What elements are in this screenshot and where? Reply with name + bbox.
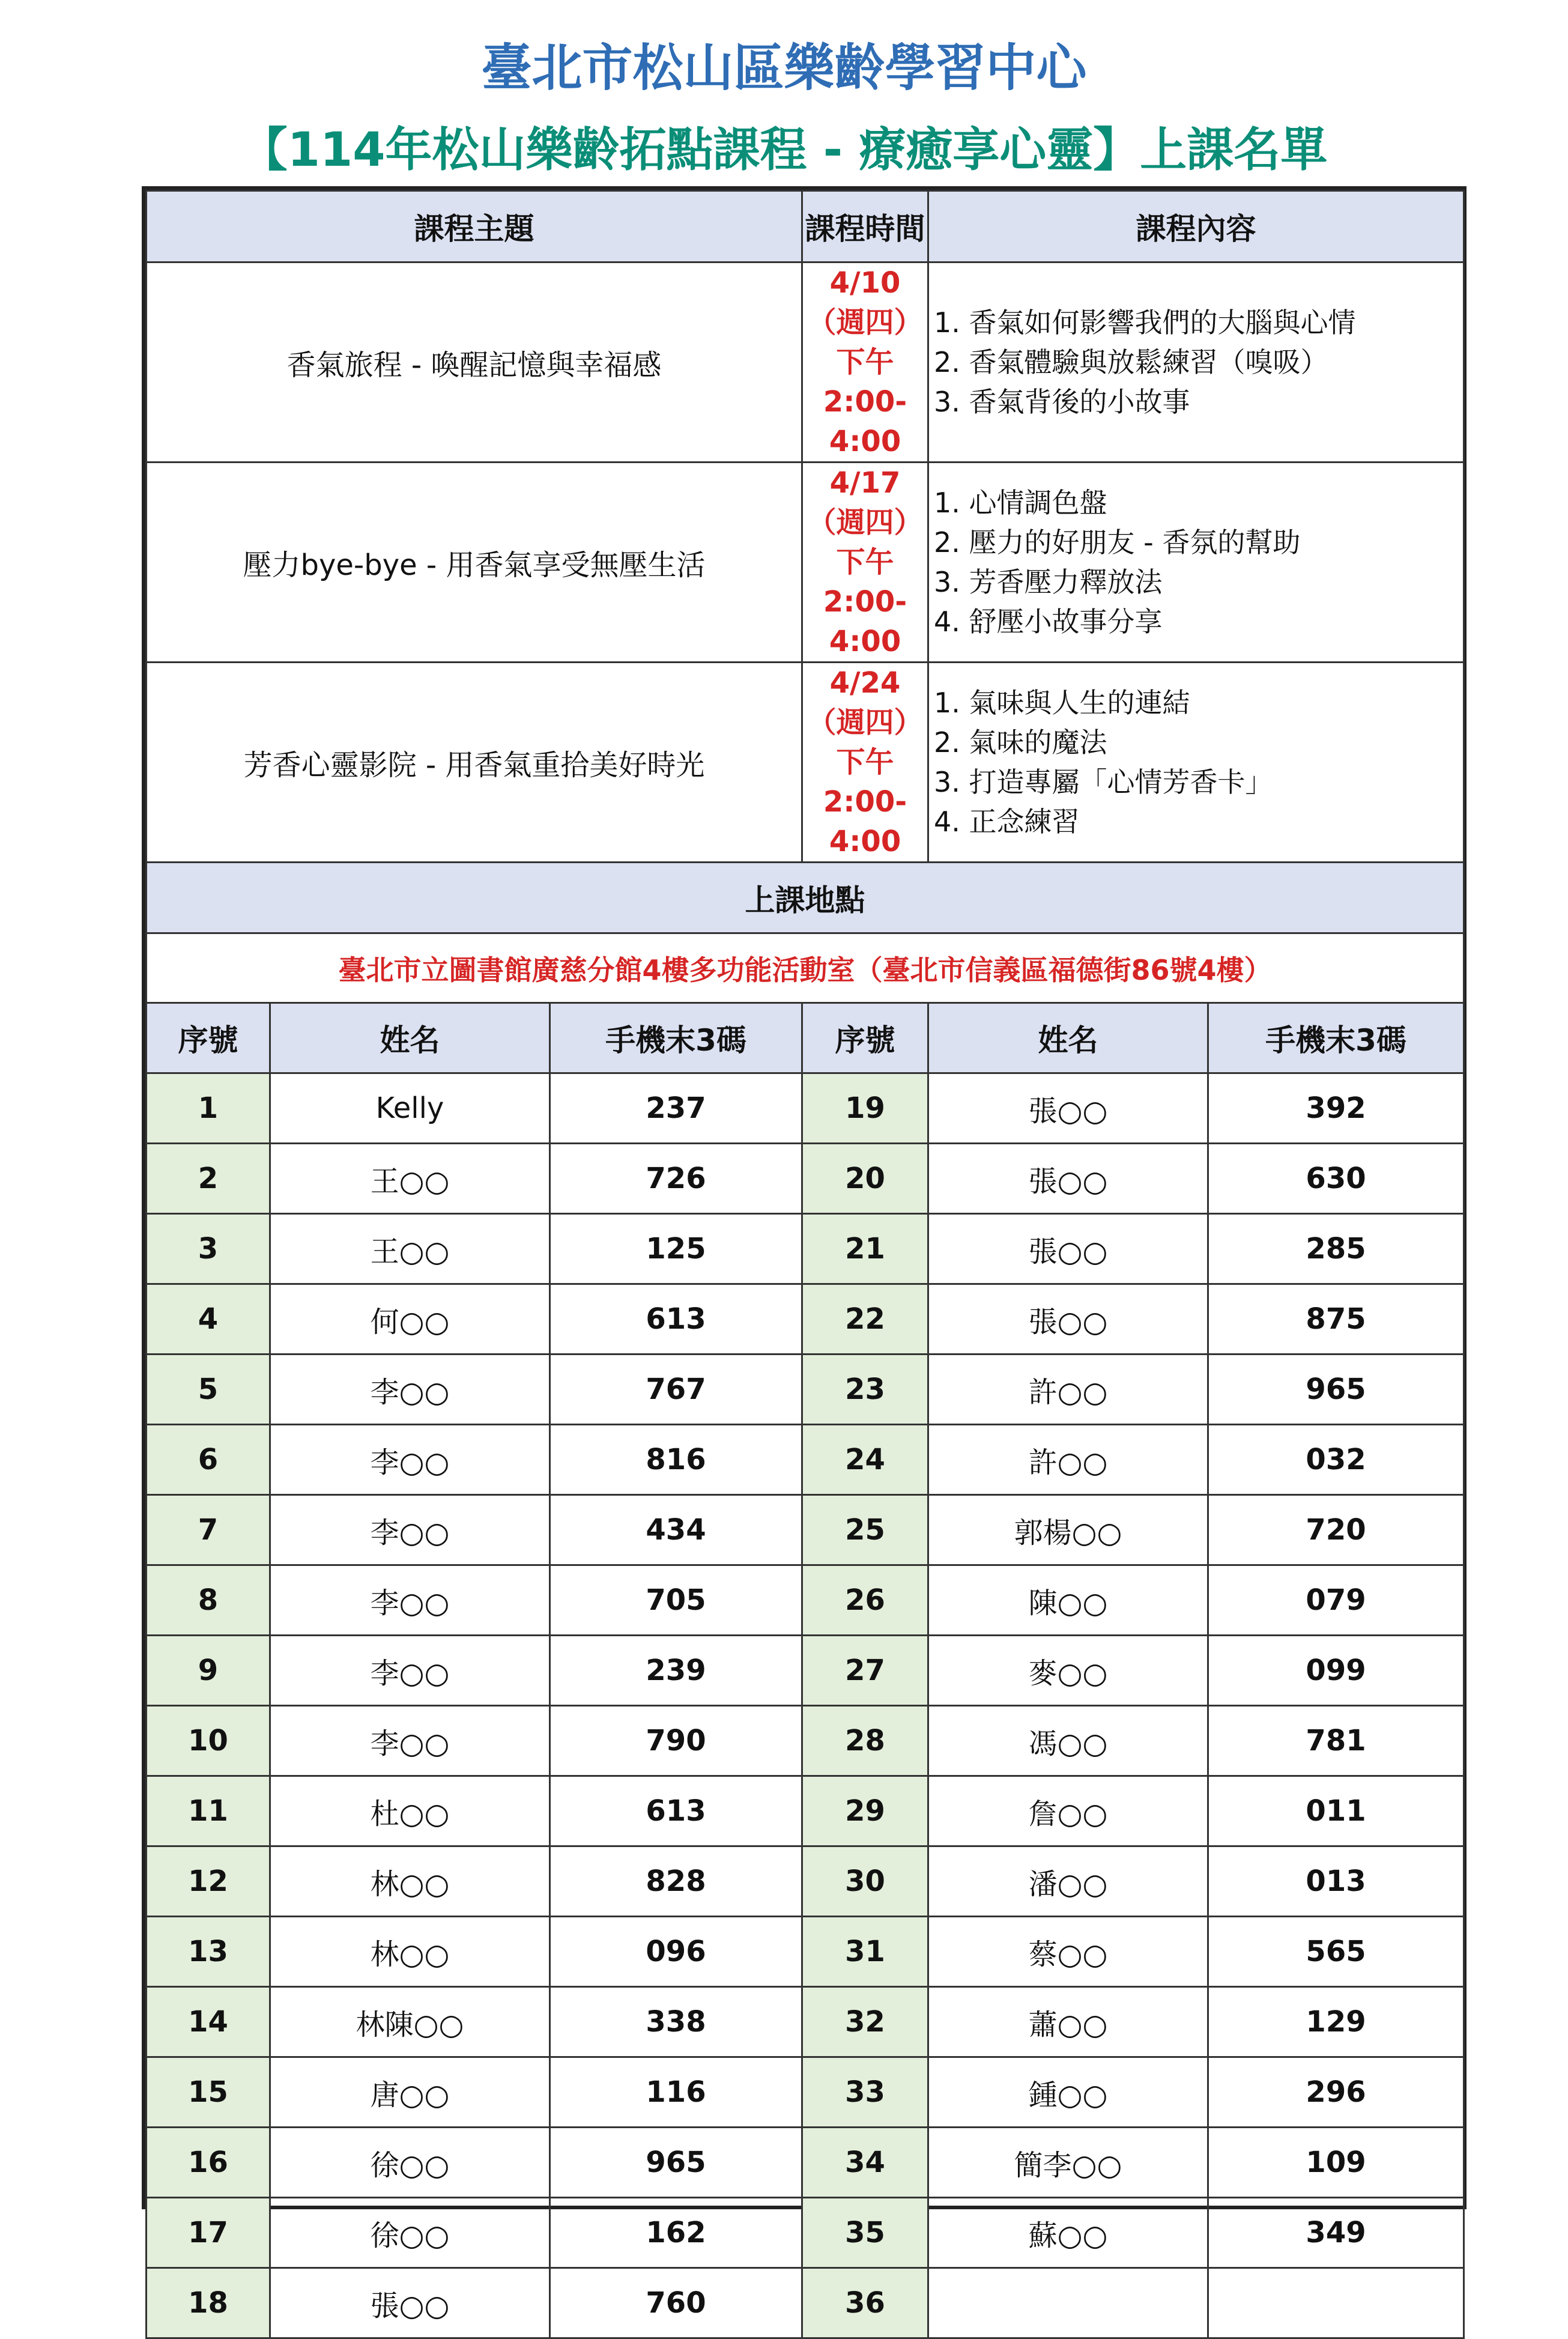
header-time: 課程時間 (802, 191, 928, 262)
entry-name: 李○○ (270, 1636, 550, 1706)
entry-phone: 965 (1208, 1355, 1464, 1425)
schedule-body (147, 191, 1464, 2338)
entry-phone: 565 (1208, 1917, 1464, 1987)
entry-num: 5 (147, 1355, 270, 1425)
entry-name: 林○○ (270, 1917, 550, 1987)
entry-name: 張○○ (928, 1144, 1208, 1214)
course-date: 4/24（週四） (807, 666, 923, 739)
page-subtitle: 【114年松山樂齡拓點課程 - 療癒享心靈】上課名單 (240, 123, 1328, 177)
entry-num: 22 (802, 1284, 928, 1355)
entry-num: 36 (802, 2268, 928, 2338)
entry-phone: 096 (550, 1917, 802, 1987)
content-item: 3. 打造專屬「心情芳香卡」 (934, 766, 1273, 798)
roster-header-phone: 手機末3碼 (550, 1003, 802, 1073)
entry-name: 李○○ (270, 1565, 550, 1636)
entry-phone: 109 (1208, 2128, 1464, 2198)
entry-phone: 285 (1208, 1214, 1464, 1284)
content-item: 3. 香氣背後的小故事 (934, 386, 1190, 418)
entry-phone: 239 (550, 1636, 802, 1706)
entry-num: 4 (147, 1284, 270, 1355)
entry-name: 林○○ (270, 1846, 550, 1917)
entry-num: 17 (147, 2198, 270, 2268)
location-text: 臺北市立圖書館廣慈分館4樓多功能活動室（臺北市信義區福德街86號4樓） (147, 933, 1464, 1003)
entry-num: 34 (802, 2128, 928, 2198)
entry-name: 王○○ (270, 1214, 550, 1284)
entry-num: 25 (802, 1495, 928, 1565)
course-topic: 香氣旅程 - 喚醒記憶與幸福感 (147, 262, 802, 463)
roster-header-name: 姓名 (928, 1003, 1208, 1073)
entry-num: 29 (802, 1776, 928, 1846)
roster-row (147, 1355, 1464, 1425)
entry-phone: 965 (550, 2128, 802, 2198)
entry-num: 8 (147, 1565, 270, 1636)
entry-name: 麥○○ (928, 1636, 1208, 1706)
location-header-row (147, 863, 1464, 933)
entry-name: 何○○ (270, 1284, 550, 1355)
roster-row (147, 2198, 1464, 2268)
course-header-row (147, 191, 1464, 262)
roster-row (147, 1144, 1464, 1214)
entry-num: 13 (147, 1917, 270, 1987)
content-item: 3. 芳香壓力釋放法 (934, 566, 1163, 598)
roster-row (147, 2057, 1464, 2128)
entry-phone: 392 (1208, 1073, 1464, 1144)
entry-name: 蘇○○ (928, 2198, 1208, 2268)
entry-name: 許○○ (928, 1425, 1208, 1495)
entry-num: 19 (802, 1073, 928, 1144)
course-date: 4/17（週四） (807, 466, 923, 539)
course-row (147, 663, 1464, 863)
entry-phone: 720 (1208, 1495, 1464, 1565)
entry-name: 王○○ (270, 1144, 550, 1214)
entry-phone: 237 (550, 1073, 802, 1144)
course-hours: 下午2:00-4:00 (823, 345, 907, 458)
entry-name: 唐○○ (270, 2057, 550, 2128)
course-date: 4/10（週四） (807, 266, 923, 339)
entry-num: 33 (802, 2057, 928, 2128)
content-item: 2. 壓力的好朋友 - 香氛的幫助 (934, 526, 1301, 559)
entry-num: 12 (147, 1846, 270, 1917)
schedule-table (145, 190, 1465, 2339)
entry-name: 李○○ (270, 1355, 550, 1425)
entry-num: 11 (147, 1776, 270, 1846)
entry-num: 15 (147, 2057, 270, 2128)
content-item: 4. 正念練習 (934, 805, 1080, 838)
content-item: 2. 香氣體驗與放鬆練習（嗅吸） (934, 346, 1328, 378)
entry-phone (1208, 2268, 1464, 2338)
roster-row (147, 1917, 1464, 1987)
roster-row (147, 1987, 1464, 2057)
entry-num: 10 (147, 1706, 270, 1776)
header-topic: 課程主題 (147, 191, 802, 262)
course-hours: 下午2:00-4:00 (823, 545, 907, 658)
entry-phone: 434 (550, 1495, 802, 1565)
content-item: 1. 香氣如何影響我們的大腦與心情 (934, 306, 1356, 339)
entry-name (928, 2268, 1208, 2338)
roster-row (147, 1214, 1464, 1284)
course-hours: 下午2:00-4:00 (823, 745, 907, 858)
schedule-frame (142, 186, 1467, 2323)
entry-name: 許○○ (928, 1355, 1208, 1425)
course-time (802, 262, 928, 463)
entry-num: 26 (802, 1565, 928, 1636)
entry-phone: 296 (1208, 2057, 1464, 2128)
entry-name: 潘○○ (928, 1846, 1208, 1917)
entry-phone: 767 (550, 1355, 802, 1425)
entry-num: 21 (802, 1214, 928, 1284)
course-topic: 壓力bye-bye - 用香氣享受無壓生活 (147, 463, 802, 663)
entry-phone: 013 (1208, 1846, 1464, 1917)
roster-row (147, 1706, 1464, 1776)
roster-header-num: 序號 (147, 1003, 270, 1073)
entry-phone: 125 (550, 1214, 802, 1284)
entry-name: Kelly (270, 1073, 550, 1144)
entry-num: 18 (147, 2268, 270, 2338)
entry-name: 詹○○ (928, 1776, 1208, 1846)
entry-num: 2 (147, 1144, 270, 1214)
entry-num: 24 (802, 1425, 928, 1495)
entry-name: 李○○ (270, 1706, 550, 1776)
roster-row (147, 1284, 1464, 1355)
entry-phone: 630 (1208, 1144, 1464, 1214)
entry-num: 35 (802, 2198, 928, 2268)
entry-phone: 790 (550, 1706, 802, 1776)
content-item: 2. 氣味的魔法 (934, 726, 1107, 759)
entry-num: 14 (147, 1987, 270, 2057)
roster-header-phone: 手機末3碼 (1208, 1003, 1464, 1073)
entry-phone: 705 (550, 1565, 802, 1636)
entry-name: 簡李○○ (928, 2128, 1208, 2198)
entry-name: 杜○○ (270, 1776, 550, 1846)
entry-num: 16 (147, 2128, 270, 2198)
entry-phone: 726 (550, 1144, 802, 1214)
entry-name: 李○○ (270, 1425, 550, 1495)
location-header: 上課地點 (147, 863, 1464, 933)
roster-row (147, 1636, 1464, 1706)
entry-num: 6 (147, 1425, 270, 1495)
entry-name: 李○○ (270, 1495, 550, 1565)
entry-phone: 828 (550, 1846, 802, 1917)
header-content: 課程內容 (928, 191, 1464, 262)
entry-phone: 816 (550, 1425, 802, 1495)
entry-num: 20 (802, 1144, 928, 1214)
content-item: 1. 心情調色盤 (934, 487, 1107, 519)
entry-phone: 349 (1208, 2198, 1464, 2268)
entry-phone: 613 (550, 1776, 802, 1846)
entry-num: 32 (802, 1987, 928, 2057)
roster-row (147, 1073, 1464, 1144)
entry-phone: 613 (550, 1284, 802, 1355)
entry-phone: 011 (1208, 1776, 1464, 1846)
roster-row (147, 2268, 1464, 2338)
entry-name: 林陳○○ (270, 1987, 550, 2057)
entry-name: 陳○○ (928, 1565, 1208, 1636)
roster-row (147, 1776, 1464, 1846)
entry-phone: 099 (1208, 1636, 1464, 1706)
entry-name: 鍾○○ (928, 2057, 1208, 2128)
entry-phone: 338 (550, 1987, 802, 2057)
entry-name: 張○○ (270, 2268, 550, 2338)
entry-phone: 162 (550, 2198, 802, 2268)
entry-name: 郭楊○○ (928, 1495, 1208, 1565)
roster-row (147, 1495, 1464, 1565)
roster-row (147, 1846, 1464, 1917)
roster-row (147, 2128, 1464, 2198)
entry-num: 23 (802, 1355, 928, 1425)
roster-row (147, 1425, 1464, 1495)
entry-phone: 781 (1208, 1706, 1464, 1776)
entry-phone: 079 (1208, 1565, 1464, 1636)
course-time (802, 663, 928, 863)
entry-name: 張○○ (928, 1214, 1208, 1284)
entry-num: 28 (802, 1706, 928, 1776)
entry-phone: 875 (1208, 1284, 1464, 1355)
entry-phone: 116 (550, 2057, 802, 2128)
entry-num: 30 (802, 1846, 928, 1917)
entry-name: 馮○○ (928, 1706, 1208, 1776)
course-row (147, 463, 1464, 663)
roster-row (147, 1565, 1464, 1636)
entry-num: 31 (802, 1917, 928, 1987)
course-topic: 芳香心靈影院 - 用香氣重拾美好時光 (147, 663, 802, 863)
roster-header-name: 姓名 (270, 1003, 550, 1073)
entry-name: 張○○ (928, 1284, 1208, 1355)
entry-num: 3 (147, 1214, 270, 1284)
content-item: 1. 氣味與人生的連結 (934, 687, 1190, 719)
entry-name: 徐○○ (270, 2198, 550, 2268)
content-item: 4. 舒壓小故事分享 (934, 605, 1163, 638)
roster-header-row (147, 1003, 1464, 1073)
page-title: 臺北市松山區樂齡學習中心 (481, 38, 1087, 97)
roster-header-num: 序號 (802, 1003, 928, 1073)
entry-num: 9 (147, 1636, 270, 1706)
entry-phone: 032 (1208, 1425, 1464, 1495)
entry-num: 7 (147, 1495, 270, 1565)
entry-name: 張○○ (928, 1073, 1208, 1144)
course-content (928, 663, 1464, 863)
course-content (928, 262, 1464, 463)
entry-phone: 760 (550, 2268, 802, 2338)
entry-phone: 129 (1208, 1987, 1464, 2057)
course-time (802, 463, 928, 663)
entry-name: 徐○○ (270, 2128, 550, 2198)
entry-name: 蕭○○ (928, 1987, 1208, 2057)
entry-num: 27 (802, 1636, 928, 1706)
course-content (928, 463, 1464, 663)
entry-num: 1 (147, 1073, 270, 1144)
entry-name: 蔡○○ (928, 1917, 1208, 1987)
location-row (147, 933, 1464, 1003)
course-row (147, 262, 1464, 463)
